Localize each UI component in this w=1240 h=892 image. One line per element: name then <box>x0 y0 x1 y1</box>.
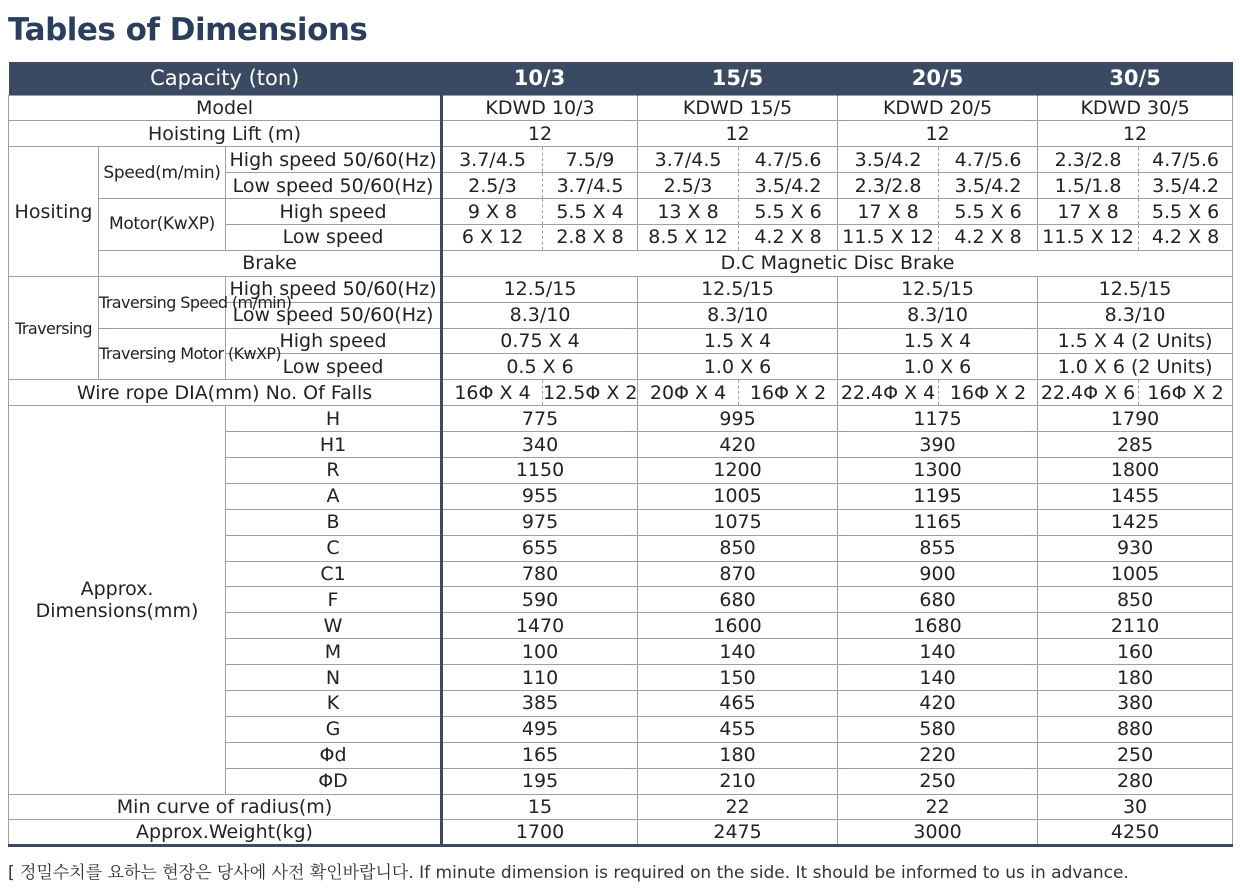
dimension-key: H <box>226 406 442 432</box>
value-cell: 12.5Φ X 2 <box>543 381 638 404</box>
value-cell: 340 <box>442 432 638 458</box>
value-cell: 1150 <box>442 457 638 483</box>
sub-label: Traversing Speed (m/min) <box>99 276 226 328</box>
dimension-key: B <box>226 509 442 535</box>
value-cell: 100 <box>442 639 638 665</box>
value-cell: 13 X 8 <box>638 199 739 225</box>
value-cell: 140 <box>638 639 838 665</box>
value-cell: 30 <box>1038 794 1233 820</box>
value-cell: 8.3/10 <box>442 302 638 328</box>
value-cell: 4.2 X 8 <box>1139 224 1233 250</box>
value-cell: 680 <box>638 587 838 613</box>
value-cell: 385 <box>442 690 638 716</box>
value-cell: 110 <box>442 665 638 691</box>
wire-row <box>9 380 1233 406</box>
value-cell: 16Φ X 2 <box>1139 380 1233 406</box>
value-cell: 1005 <box>1038 561 1233 587</box>
dimension-key: G <box>226 716 442 742</box>
value-cell: 8.5 X 12 <box>638 224 739 250</box>
value-cell: 580 <box>838 716 1038 742</box>
value-cell: 3.7/4.5 <box>638 147 739 173</box>
value-cell: 1455 <box>1038 483 1233 509</box>
dimension-key: W <box>226 613 442 639</box>
value-cell: 8.3/10 <box>1038 302 1233 328</box>
row-label: High speed 50/60(Hz) <box>226 147 442 173</box>
value-cell: 17 X 8 <box>1038 199 1139 225</box>
weight-row <box>9 820 1233 846</box>
value-cell: 12 <box>1038 121 1233 147</box>
value-cell: 1165 <box>838 509 1038 535</box>
value-cell: 180 <box>638 742 838 768</box>
value-cell: 210 <box>638 768 838 794</box>
value-cell: 1680 <box>838 613 1038 639</box>
dimension-key: R <box>226 457 442 483</box>
value-cell: 2475 <box>638 820 838 846</box>
value-cell: 12 <box>442 121 638 147</box>
dimension-key: Φd <box>226 742 442 768</box>
value-cell: 1005 <box>638 483 838 509</box>
value-cell: 3.5/4.2 <box>939 173 1038 199</box>
value-cell: 955 <box>442 483 638 509</box>
dimension-key: H1 <box>226 432 442 458</box>
row-label: Low speed 50/60(Hz) <box>226 302 442 328</box>
row-label: High speed 50/60(Hz) <box>226 276 442 302</box>
value-cell: 1790 <box>1038 406 1233 432</box>
value-cell: 2110 <box>1038 613 1233 639</box>
value-cell: 1.0 X 6 <box>838 354 1038 380</box>
row-label: Low speed <box>226 354 442 380</box>
value-cell: 1200 <box>638 457 838 483</box>
value-cell: 16Φ X 2 <box>739 380 838 406</box>
footnote: [ 정밀수치를 요하는 현장은 당사에 사전 확인바랍니다. If minute dimension is required on the side. It should be informed to us in advance. <box>8 863 1129 883</box>
dimension-key: K <box>226 690 442 716</box>
value-cell: 22.4Φ X 4 <box>838 380 939 406</box>
row-label: Hoisting Lift (m) <box>9 121 442 147</box>
dimension-row <box>9 406 1233 432</box>
value-cell: 0.5 X 6 <box>442 354 638 380</box>
value-cell: 3.5/4.2 <box>1139 173 1233 199</box>
value-cell: 220 <box>838 742 1038 768</box>
value-cell: KDWD 20/5 <box>838 95 1038 121</box>
value-cell: 1.5/1.8 <box>1038 173 1139 199</box>
value-cell: 15 <box>442 794 638 820</box>
value-cell: 780 <box>442 561 638 587</box>
row-label: Model <box>9 95 442 121</box>
value-cell: 280 <box>1038 768 1233 794</box>
value-cell: 850 <box>1038 587 1233 613</box>
value-cell: 8.3/10 <box>638 302 838 328</box>
value-cell: 870 <box>638 561 838 587</box>
value-cell: 880 <box>1038 716 1233 742</box>
value-cell: 11.5 X 12 <box>1038 224 1139 250</box>
value-cell: 655 <box>442 535 638 561</box>
value-cell: 1.0 X 6 <box>638 354 838 380</box>
value-cell: 3000 <box>838 820 1038 846</box>
hoist-motor-high-row <box>9 199 1233 225</box>
value-cell: 420 <box>638 432 838 458</box>
value-cell: KDWD 10/3 <box>442 95 638 121</box>
value-cell: 22.4Φ X 6 <box>1038 380 1139 406</box>
value-cell: 12 <box>638 121 838 147</box>
capacity-label: Capacity (ton) <box>9 62 442 95</box>
value-cell: 495 <box>442 716 638 742</box>
value-cell: 1300 <box>838 457 1038 483</box>
value-cell: 140 <box>838 639 1038 665</box>
value-cell: 775 <box>442 406 638 432</box>
value-cell: 975 <box>442 509 638 535</box>
value-cell: 4250 <box>1038 820 1233 846</box>
dimension-key: C <box>226 535 442 561</box>
value-cell: 4.2 X 8 <box>739 224 838 250</box>
value-cell: 850 <box>638 535 838 561</box>
group-label: Traversing <box>9 276 99 380</box>
value-cell: 180 <box>1038 665 1233 691</box>
model-row <box>9 95 1233 121</box>
value-cell: 7.5/9 <box>543 147 638 173</box>
value-cell: 160 <box>1038 639 1233 665</box>
value-cell: 8.3/10 <box>838 302 1038 328</box>
value-cell: 420 <box>838 690 1038 716</box>
value-cell: 930 <box>1038 535 1233 561</box>
sub-label: Motor(KwXP) <box>99 199 226 251</box>
value-cell: 12.5/15 <box>442 276 638 302</box>
value-cell: 4.7/5.6 <box>739 147 838 173</box>
value-cell: 2.3/2.8 <box>838 173 939 199</box>
row-label: Wire rope DIA(mm) No. Of Falls <box>9 380 442 406</box>
value-cell: 1425 <box>1038 509 1233 535</box>
sub-label: Speed(m/min) <box>99 147 226 199</box>
value-cell: 5.5 X 6 <box>939 199 1038 225</box>
value-cell: 1195 <box>838 483 1038 509</box>
row-label: High speed <box>226 199 442 225</box>
value-cell: 5.5 X 6 <box>739 199 838 225</box>
value-cell: 16Φ X 2 <box>939 380 1038 406</box>
value-cell: 5.5 X 4 <box>543 199 638 225</box>
dimension-key: M <box>226 639 442 665</box>
trav-speed-high-row <box>9 276 1233 302</box>
value-cell: 1800 <box>1038 457 1233 483</box>
value-cell: D.C Magnetic Disc Brake <box>442 250 1233 276</box>
value-cell: 855 <box>838 535 1038 561</box>
value-cell: 1075 <box>638 509 838 535</box>
row-label: Low speed <box>226 224 442 250</box>
value-cell: KDWD 30/5 <box>1038 95 1233 121</box>
value-cell: 16Φ X 4 <box>442 380 543 406</box>
curve-row <box>9 794 1233 820</box>
value-cell: 12.5/15 <box>838 276 1038 302</box>
value-cell: 285 <box>1038 432 1233 458</box>
value-cell: 455 <box>638 716 838 742</box>
sub-label: Traversing Motor (KwXP) <box>99 328 226 380</box>
lift-row <box>9 121 1233 147</box>
value-cell: 995 <box>638 406 838 432</box>
value-cell: 4.7/5.6 <box>939 147 1038 173</box>
capacity-header: 20/5 <box>838 62 1038 95</box>
value-cell: KDWD 15/5 <box>638 95 838 121</box>
hoist-speed-high-row <box>9 147 1233 173</box>
row-label: Approx.Weight(kg) <box>9 820 442 846</box>
value-cell: 390 <box>838 432 1038 458</box>
value-cell: 2.3/2.8 <box>1038 147 1139 173</box>
value-cell: 1.0 X 6 (2 Units) <box>1038 354 1233 380</box>
value-cell: 3.7/4.5 <box>442 147 543 173</box>
row-label: High speed <box>226 328 442 354</box>
value-cell: 250 <box>838 768 1038 794</box>
value-cell: 1175 <box>838 406 1038 432</box>
value-cell: 1700 <box>442 820 638 846</box>
dimension-key: N <box>226 665 442 691</box>
value-cell: 1.5 X 4 <box>638 328 838 354</box>
value-cell: 900 <box>838 561 1038 587</box>
value-cell: 2.8 X 8 <box>543 224 638 250</box>
value-cell: 2.5/3 <box>638 173 739 199</box>
dimension-key: A <box>226 483 442 509</box>
value-cell: 165 <box>442 742 638 768</box>
value-cell: 590 <box>442 587 638 613</box>
value-cell: 150 <box>638 665 838 691</box>
group-label: Approx. Dimensions(mm) <box>9 406 226 794</box>
dimension-key: ΦD <box>226 768 442 794</box>
value-cell: 195 <box>442 768 638 794</box>
row-label: Low speed 50/60(Hz) <box>226 173 442 199</box>
value-cell: 22 <box>638 794 838 820</box>
value-cell: 4.2 X 8 <box>939 224 1038 250</box>
page-title: Tables of Dimensions <box>8 12 368 48</box>
value-cell: 680 <box>838 587 1038 613</box>
value-cell: 0.75 X 4 <box>442 328 638 354</box>
table-body <box>9 62 1233 846</box>
dimension-key: C1 <box>226 561 442 587</box>
value-cell: 22 <box>838 794 1038 820</box>
value-cell: 1.5 X 4 (2 Units) <box>1038 328 1233 354</box>
value-cell: 17 X 8 <box>838 199 939 225</box>
dimension-key: F <box>226 587 442 613</box>
value-cell: 9 X 8 <box>442 199 543 225</box>
row-label: Brake <box>99 250 442 276</box>
capacity-header: 10/3 <box>442 62 638 95</box>
value-cell: 5.5 X 6 <box>1139 199 1233 225</box>
value-cell: 140 <box>838 665 1038 691</box>
value-cell: 20Φ X 4 <box>638 380 739 406</box>
value-cell: 250 <box>1038 742 1233 768</box>
value-cell: 465 <box>638 690 838 716</box>
value-cell: 1.5 X 4 <box>838 328 1038 354</box>
capacity-header: 30/5 <box>1038 62 1233 95</box>
value-cell: 12 <box>838 121 1038 147</box>
value-cell: 1470 <box>442 613 638 639</box>
group-label: Hositing <box>9 147 99 276</box>
value-cell: 12.5/15 <box>638 276 838 302</box>
value-cell: 380 <box>1038 690 1233 716</box>
value-cell: 4.7/5.6 <box>1139 147 1233 173</box>
capacity-header: 15/5 <box>638 62 838 95</box>
row-label: Min curve of radius(m) <box>9 794 442 820</box>
dimensions-table <box>8 62 1233 847</box>
value-cell: 2.5/3 <box>442 173 543 199</box>
value-cell: 11.5 X 12 <box>838 224 939 250</box>
value-cell: 3.5/4.2 <box>739 173 838 199</box>
value-cell: 6 X 12 <box>442 224 543 250</box>
value-cell: 12.5/15 <box>1038 276 1233 302</box>
header-row <box>9 62 1233 95</box>
brake-row <box>9 250 1233 276</box>
value-cell: 3.5/4.2 <box>838 147 939 173</box>
trav-motor-high-row <box>9 328 1233 354</box>
value-cell: 3.7/4.5 <box>543 173 638 199</box>
value-cell: 1600 <box>638 613 838 639</box>
